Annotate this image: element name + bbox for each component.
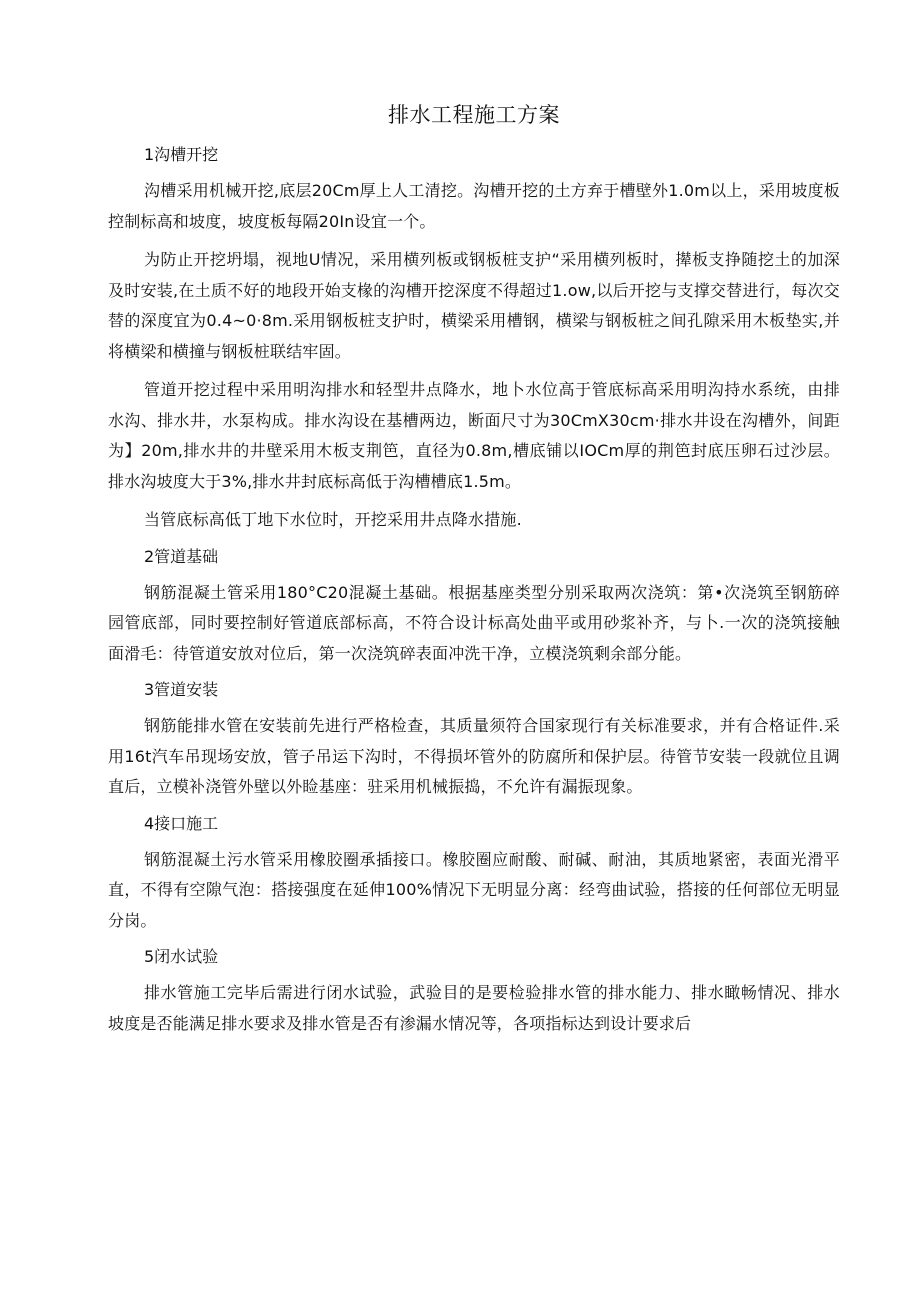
- section-heading: 5闭水试验: [144, 947, 219, 966]
- section-trench-excavation: [108, 142, 840, 536]
- paragraph: 当管底标高低丁地下水位时，开挖采用井点降水措施.: [144, 510, 522, 529]
- paragraph: 钢筋混凝土管采用180°C20混凝土基础。根据基座类型分别采取两次浇筑：第•次浇筑至钢筋碎园管底部，同时要控制好管道底部标高，不符合设计标高处曲平或用砂浆补齐，与卜.一次的浇筑接触面滑毛：待管道安放对位后，第一次浇筑碎表面冲洗干净，立模浇筑剩余部分能。: [108, 582, 840, 663]
- paragraph: 沟槽采用机械开挖,底层20Cm厚上人工清挖。沟槽开挖的土方弃于槽壁外1.0m以上，采用坡度板控制标高和坡度，坡度板每隔20In设宜一个。: [108, 181, 840, 231]
- section-joint-construction: [108, 811, 840, 937]
- paragraph: 钢筋混凝土污水管采用橡胶圈承插接口。橡胶圈应耐酸、耐碱、耐油，其质地紧密，表面光滑平直，不得有空隙气泡：搭接强度在延伸100%情况下无明显分离：经弯曲试验，搭接的任何部位无明显分岗。: [108, 849, 840, 930]
- section-heading: 1沟槽开挖: [144, 145, 219, 164]
- paragraph: 为防止开挖坍塌，视地U情况，采用横列板或钢板桩支护“采用横列板时，撵板支挣随挖土的加深及时安装,在土质不好的地段开始支椽的沟槽开挖深度不得超过1.ow,以后开挖与支撑交替进行，每次交替的深度宜为0.4~0·8m.采用钢板桩支护时，横梁采用槽钢，横梁与钢板桩之间孔隙采用木板垫实,并将横梁和横撞与钢板桩联结牢固。: [108, 250, 840, 361]
- section-heading: 2管道基础: [144, 546, 219, 566]
- paragraph: 钢筋能排水管在安装前先进行严格检查，其质量须符合国家现行有关标准要求，并有合格证件.采用16t汽车吊现场安放，管子吊运下沟时，不得损坏管外的防腐所和保护层。待管节安装一段就位且调直后，立模补浇管外壁以外睑基座：驻采用机械振捣，不允许有漏振现象。: [108, 716, 840, 796]
- document-page: [108, 100, 840, 1047]
- section-pipe-installation: [108, 677, 840, 803]
- section-heading: 3管道安装: [144, 680, 219, 699]
- paragraph: 管道开挖过程中采用明沟排水和轻型井点降水，地卜水位高于管底标高采用明沟持水系统，由排水沟、排水井，水泵构成。排水沟设在基槽两边，断面尺寸为30CmX30cm·排水井设在沟槽外，间距为】20m,排水井的井壁采用木板支荆笆，直径为0.8m,槽底铺以IOCm厚的荆笆封底压卵石过沙层。排水沟坡度大于3%,排水井封底标高低于沟槽槽底1.5m。: [108, 380, 840, 491]
- paragraph: 排水管施工完毕后需进行闭水试验，武验目的是要检验排水管的排水能力、排水瞰畅情况、排水坡度是否能满足排水要求及排水管是否有渗漏水情况等，各项指标达到设计要求后: [108, 983, 840, 1033]
- document-title: 排水工程施工方案: [388, 103, 560, 127]
- section-pipe-foundation: [108, 544, 840, 670]
- section-heading: 4接口施工: [144, 813, 219, 833]
- section-closed-water-test: [108, 944, 840, 1039]
